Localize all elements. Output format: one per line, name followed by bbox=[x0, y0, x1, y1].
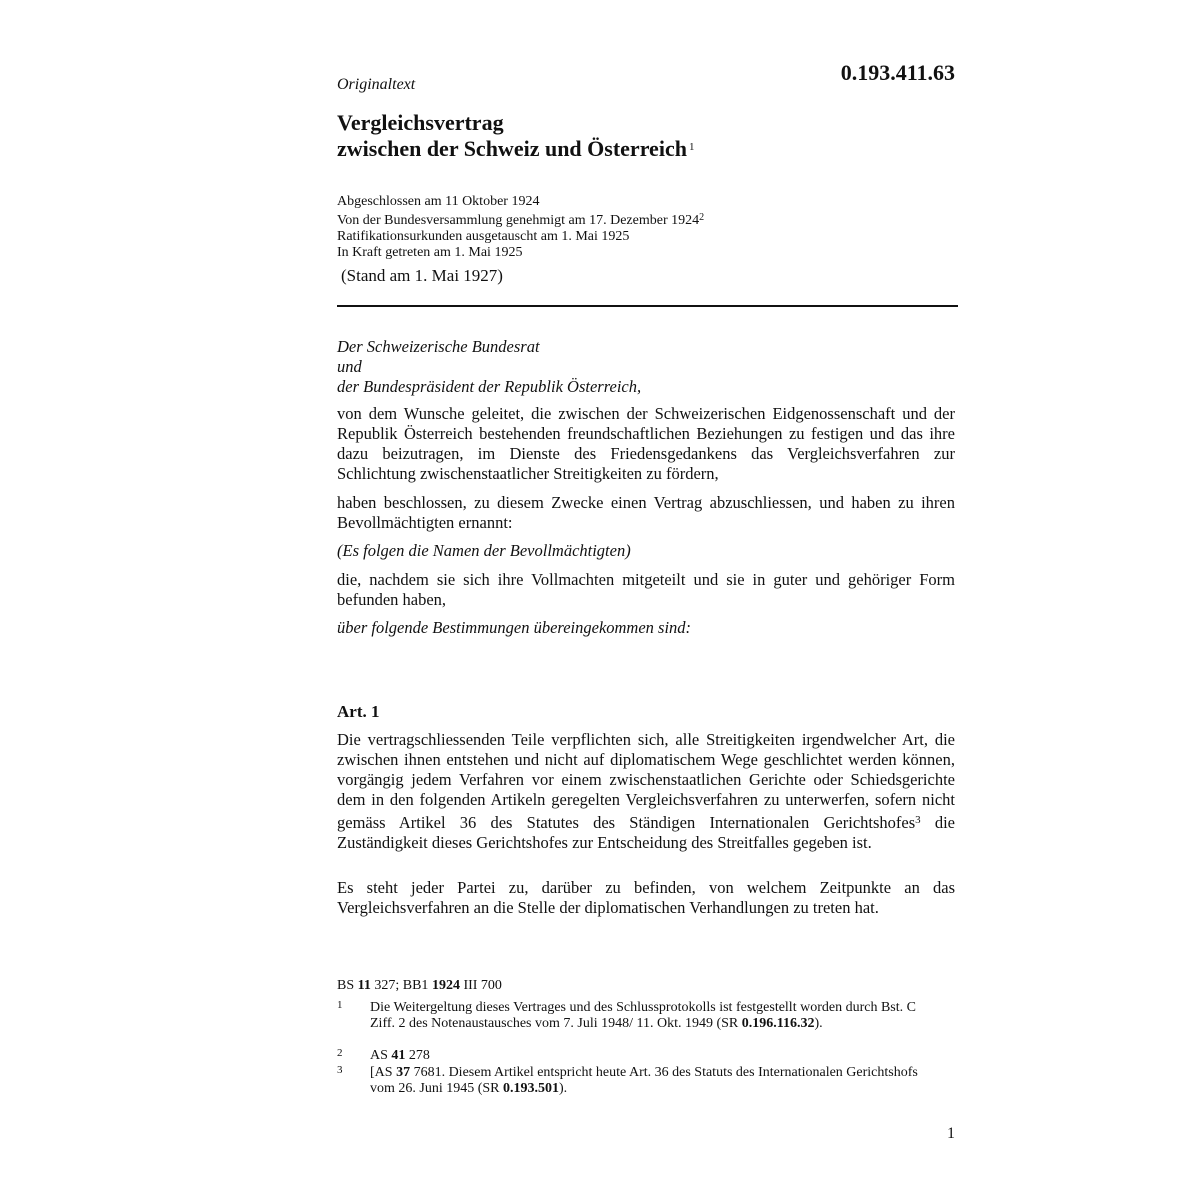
footnote-1 bbox=[337, 1000, 937, 1031]
approval-footnote-ref[interactable]: 2 bbox=[699, 212, 705, 223]
footnote-3-text-mid: 7681. Diesem Artikel entspricht heute Art. 36 des Statuts des Internationalen Gerichtshofs vom 26. Juni 1945 (SR bbox=[370, 1065, 918, 1096]
footnote-3-number: 3 bbox=[337, 1064, 343, 1076]
party-conjunction: und bbox=[337, 357, 362, 376]
title-line-2-text: zwischen der Schweiz und Österreich bbox=[337, 136, 687, 161]
article-1-paragraph-2: Es steht jeder Partei zu, darüber zu befinden, von welchem Zeitpunkte an das Vergleichsverfahren an die Stelle der diplomatischen Verhandlungen zu treten hat. bbox=[337, 878, 955, 917]
article-1-text-part-2: die Zuständigkeit dieses Gerichtshofes zur Entscheidung des Streitfalles gegeben ist. bbox=[337, 813, 955, 852]
footnote-2-text bbox=[370, 1048, 937, 1064]
title-footnote-ref[interactable]: 1 bbox=[688, 141, 695, 153]
footnote-3-volume: 37 bbox=[396, 1065, 411, 1080]
footnote-3-sr-number: 0.193.501 bbox=[503, 1080, 560, 1096]
document-title bbox=[337, 110, 694, 161]
footnote-2-prefix: AS bbox=[370, 1048, 392, 1063]
preamble-parties bbox=[337, 337, 955, 397]
source-bb-year: 1924 bbox=[431, 978, 460, 993]
in-force-date: In Kraft getreten am 1. Mai 1925 bbox=[337, 245, 523, 260]
approval-date bbox=[337, 210, 704, 229]
agreement-clause: über folgende Bestimmungen übereingekommen sind: bbox=[337, 618, 692, 637]
approval-date-text: Von der Bundesversammlung genehmigt am 17. Dezember 1924 bbox=[337, 213, 700, 228]
original-text-label: Originaltext bbox=[337, 76, 416, 93]
footnote-1-text bbox=[370, 1000, 937, 1031]
concluded-date: Abgeschlossen am 11 Oktober 1924 bbox=[337, 194, 540, 209]
header-divider bbox=[337, 305, 958, 307]
plenipotentiaries-note: (Es folgen die Namen der Bevollmächtigten) bbox=[337, 541, 631, 560]
article-1-footnote-ref[interactable]: 3 bbox=[915, 814, 921, 826]
article-1-heading: Art. 1 bbox=[337, 702, 380, 721]
source-bs-prefix: BS bbox=[337, 978, 358, 993]
preamble-paragraph-2: haben beschlossen, zu diesem Zwecke einen Vertrag abzuschliessen, und haben zu ihren Bevollmächtigten ernannt: bbox=[337, 493, 955, 532]
source-bb-rest: III 700 bbox=[459, 978, 502, 993]
footnote-1-text-after: ). bbox=[814, 1015, 823, 1031]
article-1-text-part-1: Die vertragschliessenden Teile verpflichten sich, alle Streitigkeiten irgendwelcher Art, die zwischen ihnen entstehen und nicht auf diplomatischem Wege geschlichtet werden können, vorgängig jedem Verfahren vor einem zwischenstaatlichen Gerichte oder Schiedsgerichte dem in den folgenden Artikeln geregelten Vergleichsverfahren zu unterwerfen, sofern nicht gemäss Artikel 36 des Statutes des Ständigen Internationalen Gerichtshofes bbox=[337, 730, 955, 832]
sr-number: 0.193.411.63 bbox=[840, 60, 955, 85]
article-1-paragraph-1 bbox=[337, 730, 955, 853]
footnote-2-number: 2 bbox=[337, 1047, 343, 1059]
ratification-date: Ratifikationsurkunden ausgetauscht am 1. Mai 1925 bbox=[337, 229, 630, 244]
footnote-2-volume: 41 bbox=[391, 1048, 406, 1063]
footnote-3-text-after: ). bbox=[559, 1080, 568, 1096]
source-bs-volume: 11 bbox=[357, 978, 371, 993]
party-austria: der Bundespräsident der Republik Österreich, bbox=[337, 377, 642, 396]
party-switzerland: Der Schweizerische Bundesrat bbox=[337, 337, 540, 356]
footnote-1-number: 1 bbox=[337, 999, 343, 1011]
source-bs-rest: 327; BB1 bbox=[370, 978, 432, 993]
title-line-1: Vergleichsvertrag bbox=[337, 110, 504, 135]
footnote-3-text bbox=[370, 1065, 937, 1096]
preamble-paragraph-3: die, nachdem sie sich ihre Vollmachten mitgeteilt und sie in guter und gehöriger Form befunden haben, bbox=[337, 570, 955, 609]
footnote-1-sr-number: 0.196.116.32 bbox=[741, 1015, 815, 1031]
status-date: (Stand am 1. Mai 1927) bbox=[341, 266, 503, 285]
source-reference bbox=[337, 978, 502, 994]
title-line-2 bbox=[337, 135, 694, 161]
page-number: 1 bbox=[947, 1125, 955, 1142]
preamble-paragraph-1: von dem Wunsche geleitet, die zwischen der Schweizerischen Eidgenossenschaft und der Republik Österreich bestehenden freundschaftlichen Beziehungen zu festigen und das ihre dazu beizutragen, im Dienste des Friedensgedankens das Vergleichsverfahren zur Schlichtung zwischenstaatlicher Streitigkeiten zu fördern, bbox=[337, 404, 955, 483]
document-metadata bbox=[337, 194, 704, 261]
footnote-2 bbox=[337, 1048, 937, 1064]
footnote-1-text-before: Die Weitergeltung dieses Vertrages und des Schlussprotokolls ist festgestellt worden durch Bst. C Ziff. 2 des Notenaustausches vom 7. Juli 1948/ 11. Okt. 1949 (SR bbox=[370, 1000, 916, 1031]
footnote-3-prefix: [AS bbox=[370, 1065, 397, 1080]
footnote-3 bbox=[337, 1065, 937, 1096]
footnote-2-rest: 278 bbox=[405, 1048, 430, 1063]
